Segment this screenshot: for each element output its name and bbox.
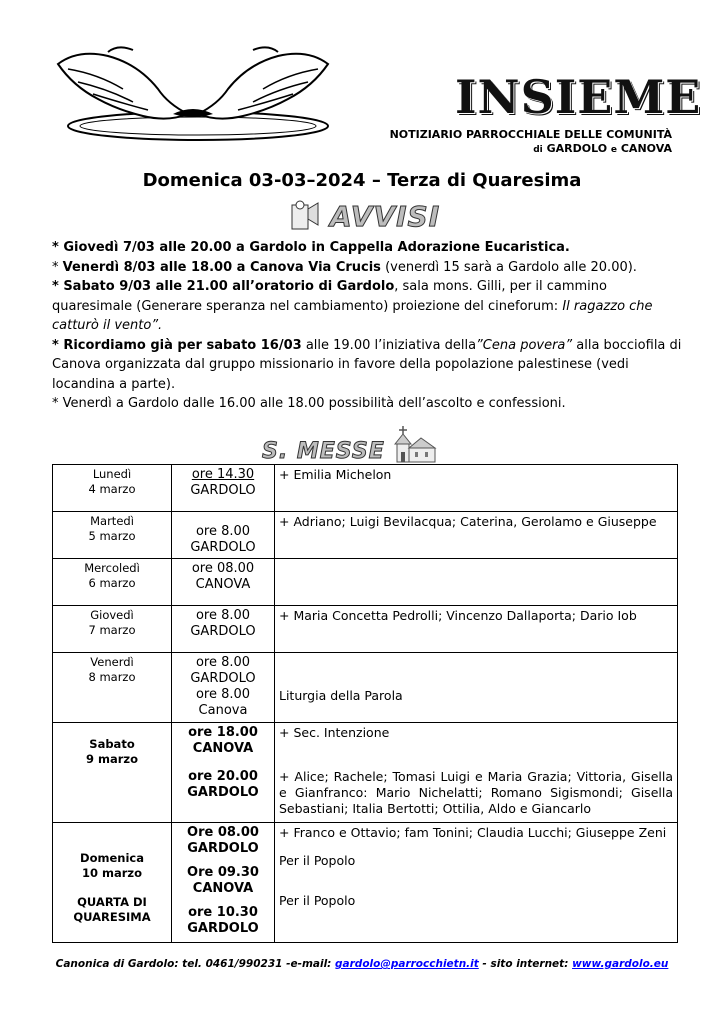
footer-contacts: Canonica di Gardolo: tel. 0461/990231 -e-mail: gardolo@parrocchietn.it - sito internet: www.gardolo.eu <box>55 958 669 970</box>
table-row <box>53 606 678 653</box>
table-row <box>53 653 678 723</box>
intention-cell: + Franco e Ottavio; fam Tonini; Claudia Lucchi; Giuseppe Zeni Per il Popolo Per il Popolo <box>275 823 678 943</box>
avvisi-heading: AVVISI <box>288 198 440 234</box>
day-cell: Giovedì 7 marzo <box>53 606 172 653</box>
day-cell: Domenica 10 marzo QUARTA DI QUARESIMA <box>53 823 172 943</box>
table-row <box>53 559 678 606</box>
notice-confessions: * Venerdì a Gardolo dalle 16.00 alle 18.00 possibilità dell’ascolto e confessioni. <box>52 396 566 411</box>
day-cell: Sabato 9 marzo <box>53 723 172 823</box>
time-cell: ore 8.00 GARDOLO <box>172 512 275 559</box>
mass-schedule-table <box>52 464 678 943</box>
hands-logo-icon <box>48 44 338 149</box>
newsletter-title: INSIEME <box>455 70 702 124</box>
email-link[interactable]: gardolo@parrocchietn.it <box>335 958 479 970</box>
time-cell: ore 18.00 CANOVA ore 20.00 GARDOLO <box>172 723 275 823</box>
table-row <box>53 465 678 512</box>
day-cell: Venerdì 8 marzo <box>53 653 172 723</box>
intention-cell: + Sec. Intenzione + Alice; Rachele; Tomasi Luigi e Maria Grazia; Vittoria, Gisella e Gianfranco: Mario Nichelatti; Romano Sigismondi; Gisella Sebastiani; Italia Bertotti; Ottilia, Aldo e Giancarlo <box>275 723 678 823</box>
notice-via-crucis: * Venerdì 8/03 alle 18.00 a Canova Via Crucis (venerdì 15 sarà a Gardolo alle 20.00). <box>52 259 637 275</box>
time-cell: ore 8.00 GARDOLO <box>172 606 275 653</box>
time-cell: ore 14.30 GARDOLO <box>172 465 275 512</box>
day-cell: Martedì 5 marzo <box>53 512 172 559</box>
intention-cell: + Emilia Michelon <box>275 465 678 512</box>
page-title: Domenica 03-03–2024 – Terza di Quaresima <box>142 170 582 191</box>
time-cell: ore 8.00 GARDOLO ore 8.00 Canova <box>172 653 275 723</box>
announcer-icon <box>288 199 322 233</box>
time-cell: Ore 08.00 GARDOLO Ore 09.30 CANOVA ore 10.30 GARDOLO <box>172 823 275 943</box>
intention-cell: + Adriano; Luigi Bevilacqua; Caterina, Gerolamo e Giuseppe <box>275 512 678 559</box>
day-cell: Lunedì 4 marzo <box>53 465 172 512</box>
intention-cell <box>275 559 678 606</box>
day-cell: Mercoledì 6 marzo <box>53 559 172 606</box>
website-link[interactable]: www.gardolo.eu <box>572 958 669 970</box>
newsletter-subtitle: NOTIZIARIO PARROCCHIALE DELLE COMUNITÀ <box>389 128 672 141</box>
table-row <box>53 512 678 559</box>
table-row <box>53 723 678 823</box>
notices-section <box>52 238 682 414</box>
church-icon <box>389 424 437 464</box>
newsletter-communities: di GARDOLO e CANOVA <box>533 142 672 155</box>
table-row <box>53 823 678 943</box>
intention-cell: + Maria Concetta Pedrolli; Vincenzo Dallaporta; Dario Iob <box>275 606 678 653</box>
intention-cell: Liturgia della Parola <box>275 653 678 723</box>
notice-cena-povera: * Ricordiamo già per sabato 16/03 alle 19.00 l’iniziativa della”Cena povera” alla bocciofila di Canova organizzata dal gruppo missionario in favore della popolazione palestinese (vedi locandina a parte). <box>52 337 682 392</box>
notice-cineforum: * Sabato 9/03 alle 21.00 all’oratorio di Gardolo, sala mons. Gilli, per il cammino quaresimale (Generare speranza nel cambiamento) proiezione del cineforum: Il ragazzo che catturò il vento”. <box>52 279 653 333</box>
messe-heading: S. MESSE <box>262 424 437 464</box>
notice-adoration: * Giovedì 7/03 alle 20.00 a Gardolo in Cappella Adorazione Eucaristica. <box>52 240 570 255</box>
time-cell: ore 08.00 CANOVA <box>172 559 275 606</box>
